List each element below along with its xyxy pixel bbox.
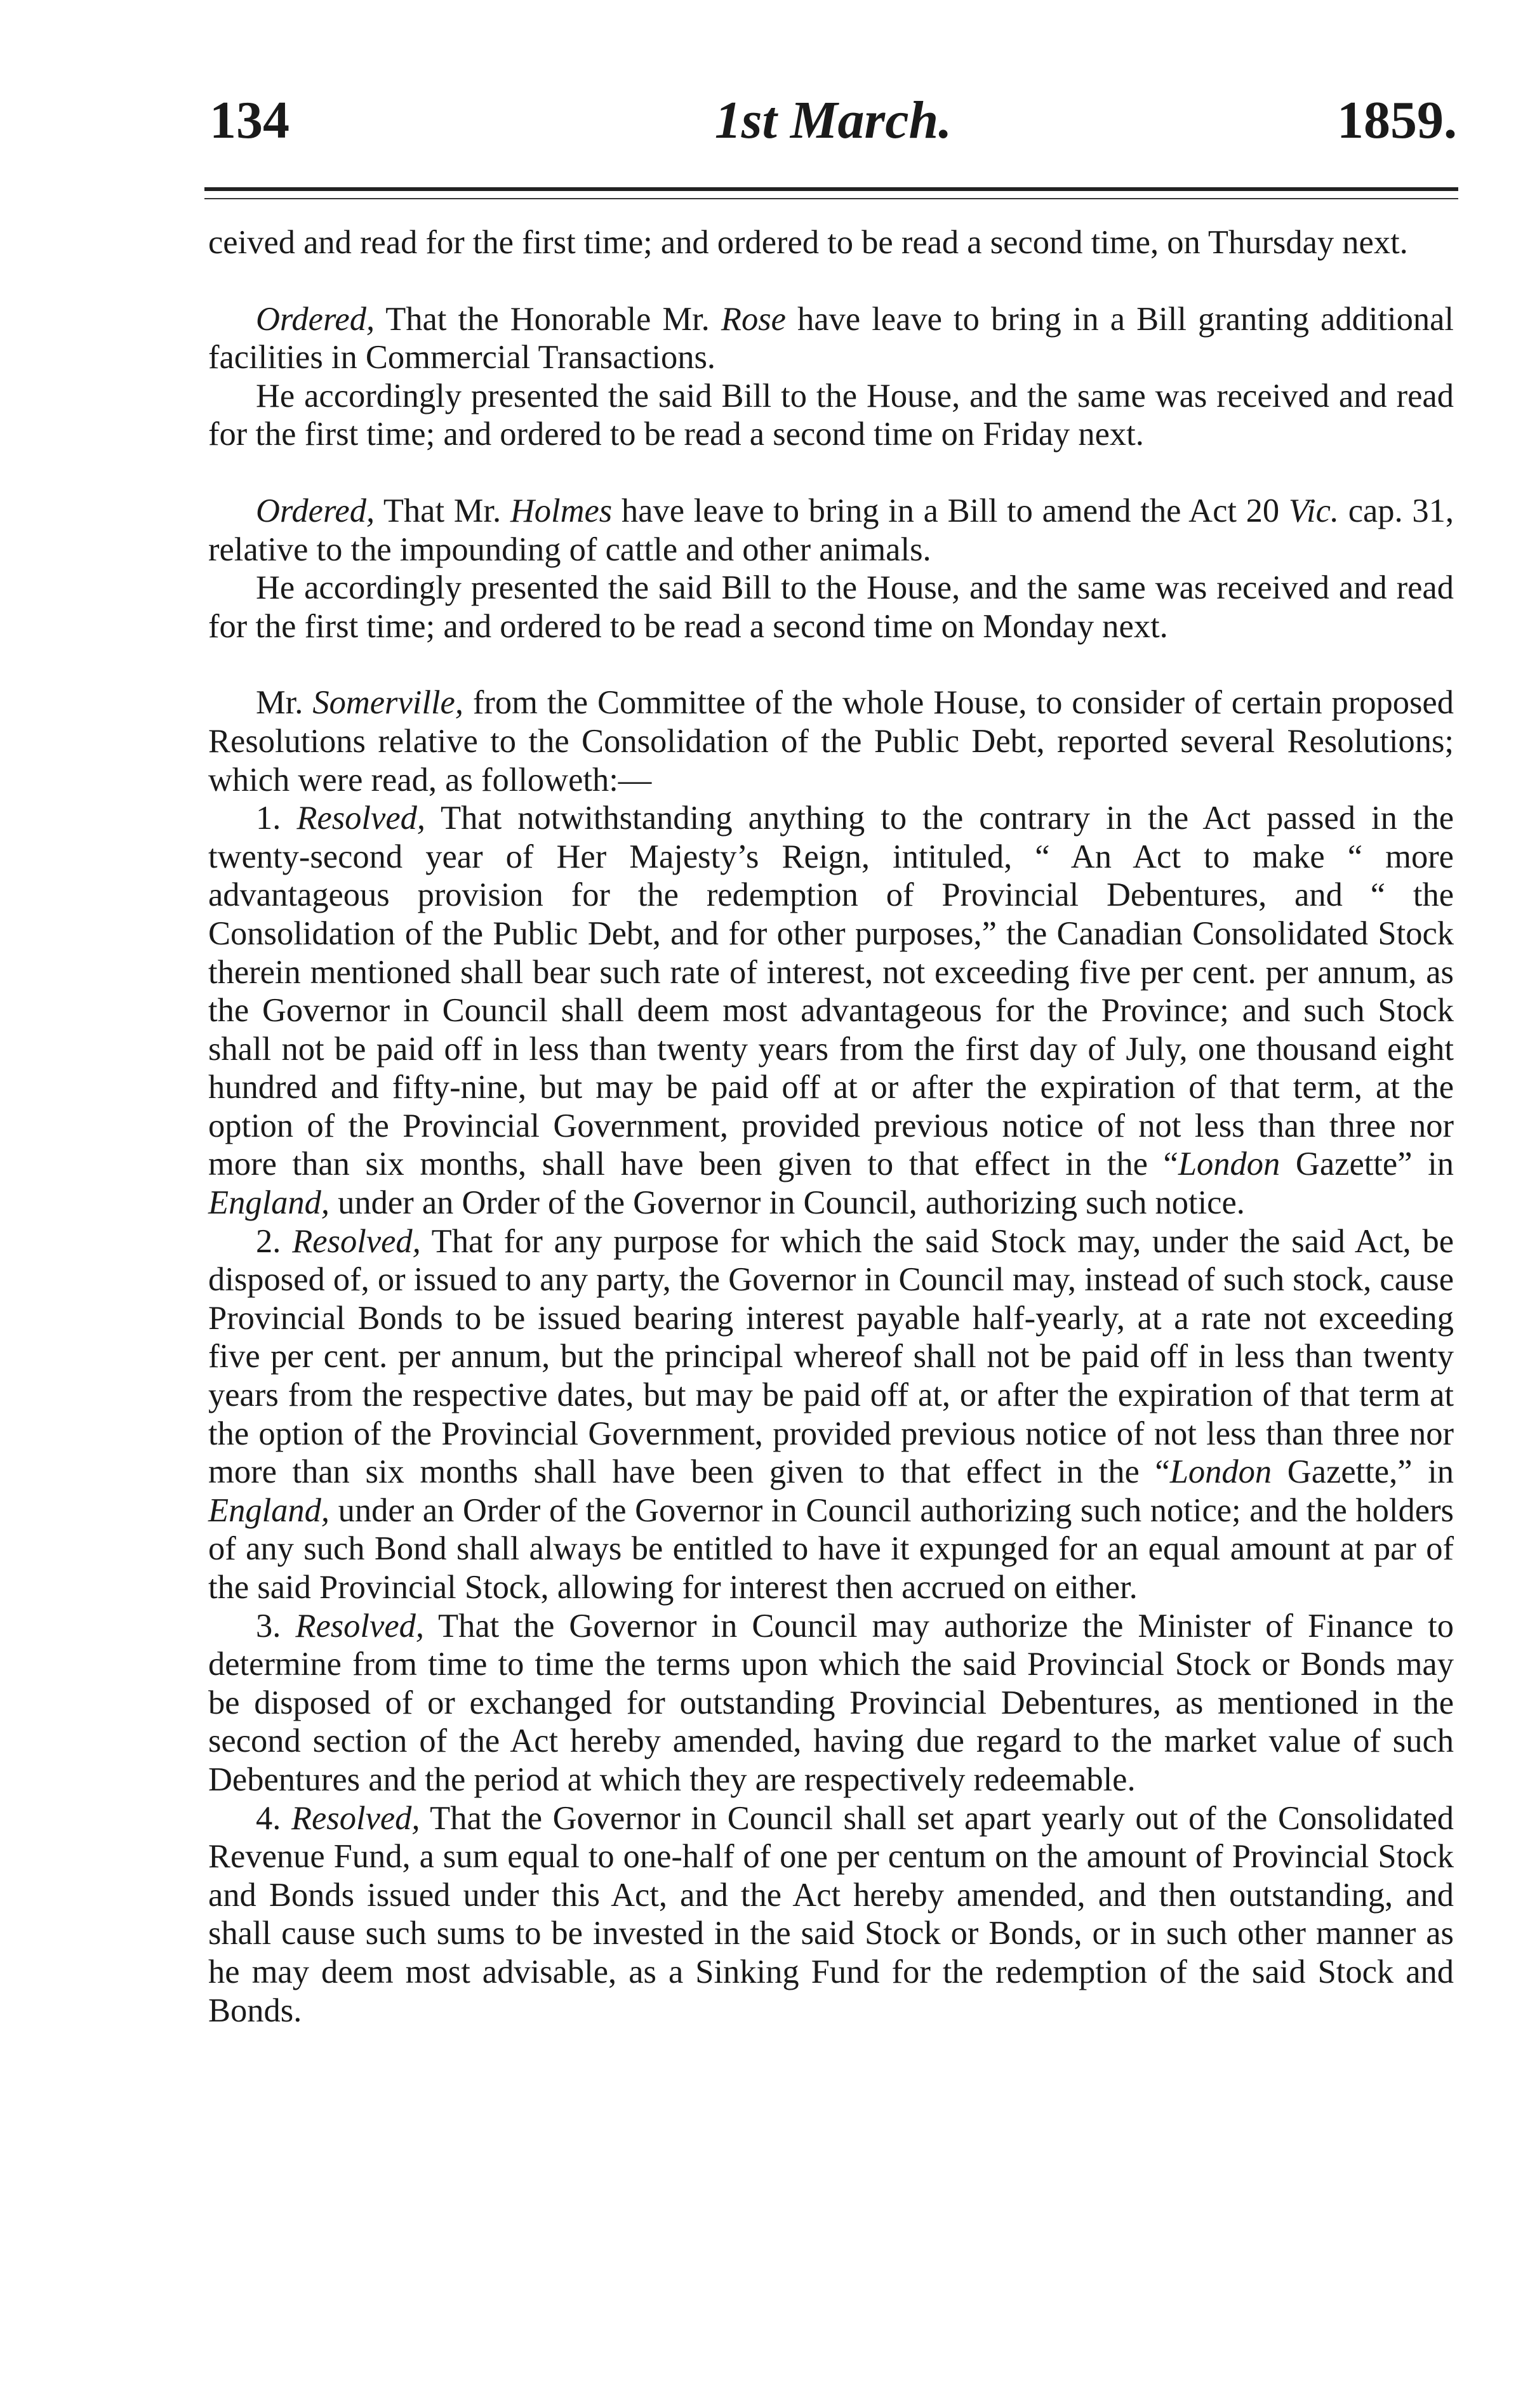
header-date: 1st March. bbox=[714, 91, 952, 150]
resolution-2: 2. Resolved, That for any purpose for which the said Stock may, under the said Act, be disposed of, or issued to any party, the Governor in Council may, instead of such stock, cause Provincial Bonds to be issued bearing interest payable half-yearly, at a rate not exceeding five per cent. per annum, but the principal whereof shall not be paid off in less than twenty years from the respective dates, but may be paid off at, or after the expiration of that term at the option of the Provincial Government, provided previous notice of not less than three nor more than six months shall have been given to that effect in the “London Gazette,” in England, under an Order of the Governor in Council authorizing such notice; and the holders of any such Bond shall always be entitled to have it expunged for an equal amount at par of the said Provincial Stock, allowing for interest then accrued on either. bbox=[208, 1222, 1454, 1606]
paragraph-order-holmes: Ordered, That Mr. Holmes have leave to bring in a Bill to amend the Act 20 Vic. cap. 31, relative to the impounding of cattle and other animals. bbox=[208, 492, 1454, 568]
header-rule-thin bbox=[204, 198, 1458, 199]
page-body bbox=[208, 223, 1454, 2030]
header-rule-thick bbox=[204, 187, 1458, 191]
paragraph-presented-rose: He accordingly presented the said Bill to the House, and the same was received and read for the first time; and ordered to be read a second time on Friday next. bbox=[208, 377, 1454, 453]
paragraph-committee-report: Mr. Somerville, from the Committee of the whole House, to consider of certain proposed Resolutions relative to the Consolidation of the Public Debt, reported several Resolutions; which were read, as followeth:— bbox=[208, 684, 1454, 798]
page-number: 134 bbox=[209, 91, 289, 150]
paragraph-order-rose: Ordered, That the Honorable Mr. Rose have leave to bring in a Bill granting additional facilities in Commercial Transactions. bbox=[208, 300, 1454, 376]
resolution-3: 3. Resolved, That the Governor in Council may authorize the Minister of Finance to determine from time to time the terms upon which the said Provincial Stock or Bonds may be disposed of or exchanged for outstanding Provincial Debentures, as mentioned in the second section of the Act hereby amended, having due regard to the market value of such Debentures and the period at which they are respectively redeemable. bbox=[208, 1607, 1454, 1798]
header-year: 1859. bbox=[1337, 91, 1457, 150]
resolution-1: 1. Resolved, That notwithstanding anything to the contrary in the Act passed in the twenty-second year of Her Majesty’s Reign, intituled, “ An Act to make “ more advantageous provision for the redemption of Provincial Debentures, and “ the Consolidation of the Public Debt, and for other purposes,” the Canadian Consolidated Stock therein mentioned shall bear such rate of interest, not exceeding five per cent. per annum, as the Governor in Council shall deem most advantageous for the Province; and such Stock shall not be paid off in less than twenty years from the first day of July, one thousand eight hundred and fifty-nine, but may be paid off at or after the expiration of that term, at the option of the Provincial Government, provided previous notice of not less than three nor more than six months, shall have been given to that effect in the “London Gazette” in England, under an Order of the Governor in Council, authorizing such notice. bbox=[208, 800, 1454, 1222]
paragraph-presented-holmes: He accordingly presented the said Bill to the House, and the same was received and read for the first time; and ordered to be read a second time on Monday next. bbox=[208, 569, 1454, 645]
resolution-4: 4. Resolved, That the Governor in Council shall set apart yearly out of the Consolidated Revenue Fund, a sum equal to one-half of one per centum on the amount of Provincial Stock and Bonds issued under this Act, and the Act hereby amended, and then outstanding, and shall cause such sums to be invested in the said Stock or Bonds, or in such other manner as he may deem most advisable, as a Sinking Fund for the redemption of the said Stock and Bonds. bbox=[208, 1799, 1454, 2029]
paragraph-continuation: ceived and read for the first time; and ordered to be read a second time, on Thursday next. bbox=[208, 224, 1408, 261]
page-header bbox=[209, 89, 1457, 152]
